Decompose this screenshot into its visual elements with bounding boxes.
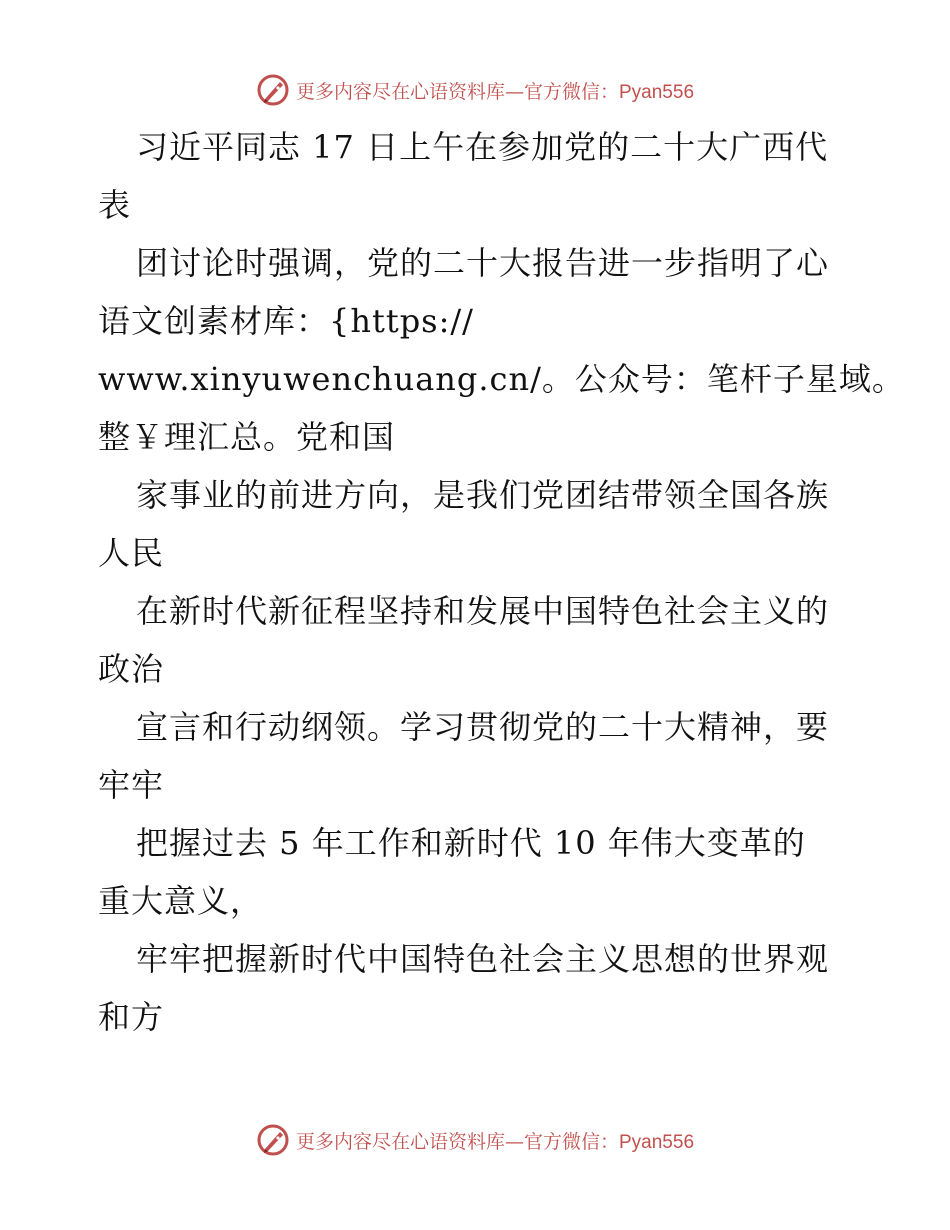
pen-logo-icon: [256, 1123, 290, 1157]
header-banner-content: [256, 73, 694, 107]
text-line: 宣言和行动纲领。学习贯彻党的二十大精神，要: [136, 708, 830, 746]
site-name: 更多内容尽在心语资料库: [295, 80, 505, 103]
banner-dash: —: [504, 1130, 524, 1153]
header-banner: [0, 70, 950, 110]
wechat-handle: Pyan556: [619, 1131, 695, 1153]
wechat-label: 官方微信：: [523, 1130, 619, 1153]
wechat-handle: Pyan556: [619, 81, 695, 103]
text-line: 语文创素材库：{https://: [98, 302, 474, 340]
footer-banner-text: [296, 1127, 694, 1154]
site-name: 更多内容尽在心语资料库: [295, 1130, 505, 1153]
text-line: 政治: [98, 650, 165, 688]
footer-banner-content: [256, 1123, 694, 1157]
text-line: 和方: [98, 998, 165, 1036]
text-line: 重大意义，: [98, 882, 264, 920]
text-line: 牢牢把握新时代中国特色社会主义思想的世界观: [136, 940, 830, 978]
header-banner-text: [296, 77, 694, 104]
text-line: 习近平同志 17 日上午在参加党的二十大广西代: [136, 128, 829, 166]
text-line: 整￥理汇总。党和国: [98, 418, 396, 456]
text-line: 家事业的前进方向，是我们党团结带领全国各族: [136, 476, 830, 514]
text-line: 团讨论时强调，党的二十大报告进一步指明了心: [136, 244, 830, 282]
document-body: [98, 118, 905, 1046]
text-line: 在新时代新征程坚持和发展中国特色社会主义的: [136, 592, 830, 630]
text-line: 人民: [98, 534, 165, 572]
text-line: 把握过去 5 年工作和新时代 10 年伟大变革的: [136, 824, 806, 862]
text-line: 表: [98, 186, 132, 224]
banner-dash: —: [504, 80, 524, 103]
text-line: 牢牢: [98, 766, 165, 804]
pen-logo-icon: [256, 73, 290, 107]
text-line: www.xinyuwenchuang.cn/。公众号：笔杆子星域。: [98, 360, 905, 398]
wechat-label: 官方微信：: [523, 80, 619, 103]
footer-banner: [0, 1120, 950, 1160]
